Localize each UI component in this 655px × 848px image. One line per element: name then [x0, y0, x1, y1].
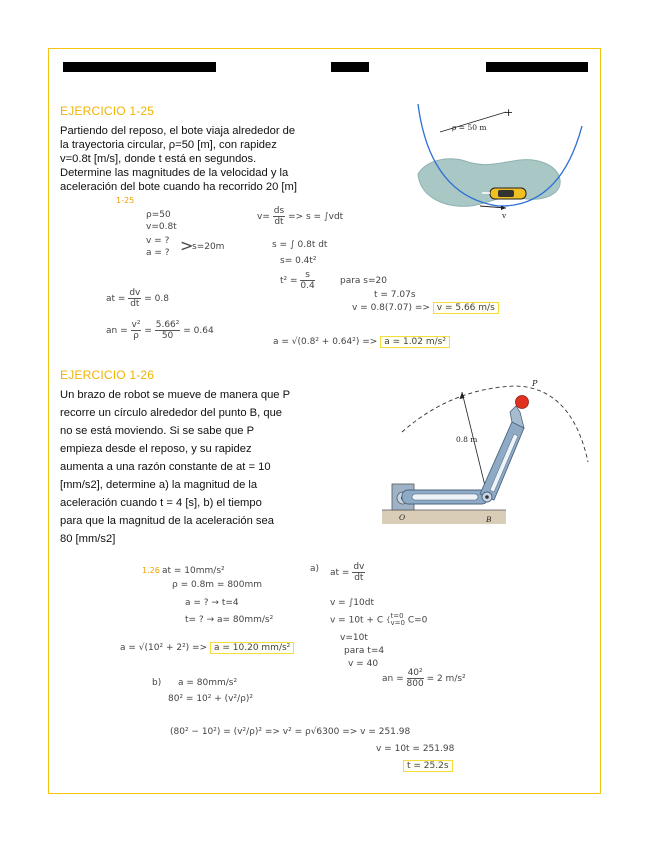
water-shape — [418, 159, 560, 206]
an-equation: an = $\frac{\text{v²}}{\rho}$ = $\frac{\text{5.66²}}{50}$ = 0.64 — [106, 320, 214, 341]
given-t-question: t= ? → a= 80mm/s² — [185, 615, 274, 625]
given-s: s=20m — [192, 242, 225, 252]
v-integral: v = ∫10dt — [330, 598, 374, 608]
brace-mark: > — [180, 236, 194, 255]
a-result-box: a = 1.02 m/s² — [380, 336, 450, 348]
t-value: t = 7.07s — [374, 290, 416, 300]
statement-line: Partiendo del reposo, el bote viaja alrededor de — [60, 125, 296, 137]
v-equation: v=10t — [340, 633, 368, 643]
statement-line: v=0.8t [m/s], donde t está en segundos. — [60, 153, 257, 165]
statement-line: 80 [mm/s2] — [60, 533, 116, 545]
lower-arm — [402, 490, 488, 504]
at-equation: at = $\frac{dv}{dt}$ = 0.8 — [106, 288, 169, 309]
b-label: B — [486, 515, 492, 524]
v-constant: v = 10t + C { t=0 v=0 C=0 — [330, 612, 428, 627]
given-a-unknown: a = ? — [146, 248, 170, 258]
v-result-box: v = 5.66 m/s — [433, 302, 499, 314]
part-a-label: a) — [310, 564, 320, 574]
solution-tag: 1.26 — [142, 566, 160, 575]
redaction-bar-right — [486, 62, 588, 72]
a-calc: a = √(10² + 2²) => a = 10.20 mm/s² — [120, 643, 294, 653]
boat-path-figure — [410, 96, 590, 222]
at-definition: at = $\frac{dv}{dt}$ — [330, 562, 365, 583]
rho-label: ρ = 50 m — [452, 123, 487, 132]
given-at: at = 10mm/s² — [162, 566, 225, 576]
para-s: para s=20 — [340, 276, 387, 286]
s-integral: s = ∫ 0.8t dt — [272, 240, 328, 250]
p-label: P — [532, 379, 538, 388]
t-result-box-wrap — [403, 761, 453, 771]
b-equation-3: v = 10t = 251.98 — [376, 744, 455, 754]
statement-line: aceleración cuando t = 4 [s], b) el tiempo — [60, 497, 262, 509]
plus-mark: + — [504, 106, 514, 119]
v-calc: v = 0.8(7.07) => v = 5.66 m/s — [352, 303, 499, 313]
b-given: a = 80mm/s² — [178, 678, 238, 688]
robot-arm-figure — [382, 376, 592, 532]
radius-label: 0.8 m — [456, 435, 478, 444]
o-label: O — [399, 513, 406, 522]
t-squared: t² = $\frac{s}{0.4}$ — [280, 270, 315, 291]
point-p — [516, 396, 529, 409]
given-rho: ρ = 0.8m = 800mm — [172, 580, 263, 590]
t-result-box: t = 25.2s — [403, 760, 453, 772]
given-a-question: a = ? → t=4 — [185, 598, 239, 608]
statement-line: aumenta a una razón constante de at = 10 — [60, 461, 271, 473]
statement-line: recorre un círculo alrededor del punto B, que — [60, 407, 283, 419]
given-v: v=0.8t — [146, 222, 177, 232]
statement-line: empieza desde el reposo, y su rapidez — [60, 443, 252, 455]
exercise-1-26-heading: EJERCICIO 1-26 — [60, 368, 155, 382]
a-calc: a = √(0.8² + 0.64²) => a = 1.02 m/s² — [273, 337, 450, 347]
given-rho: ρ=50 — [146, 210, 171, 220]
redaction-bar-left — [63, 62, 216, 72]
velocity-label: v — [502, 211, 507, 220]
statement-line: Un brazo de robot se mueve de manera que P — [60, 389, 291, 401]
s-result: s= 0.4t² — [280, 256, 317, 266]
statement-line: [mm/s2], determine a) la magnitud de la — [60, 479, 258, 491]
dashed-circle — [402, 386, 588, 462]
b-equation-1: 80² = 10² + (v²/ρ)² — [168, 694, 253, 704]
statement-line: Determine las magnitudes de la velocidad y la — [60, 167, 289, 179]
v-definition: v= $\frac{ds}{dt}$ => s = ∫vdt — [257, 206, 344, 227]
solution-tag: 1-25 — [116, 196, 135, 205]
para-t: para t=4 — [344, 646, 385, 656]
given-v-unknown: v = ? — [146, 236, 170, 246]
an-equation: an = $\frac{\text{40²}}{800}$ = 2 m/s² — [382, 668, 466, 689]
statement-line: aceleración del bote cuando ha recorrido 20 [m] — [60, 181, 297, 193]
redaction-bar-center — [331, 62, 369, 72]
a-result-box: a = 10.20 mm/s² — [210, 642, 294, 654]
v-40: v = 40 — [348, 659, 379, 669]
statement-line: no se está moviendo. Si se sabe que P — [60, 425, 255, 437]
b-equation-2: (80² − 10²) = (v²/ρ)² => v² = ρ√6300 => v = 251.98 — [170, 727, 411, 737]
statement-line: para que la magnitud de la aceleración sea — [60, 515, 274, 527]
exercise-1-25-heading: EJERCICIO 1-25 — [60, 104, 155, 118]
statement-line: la trayectoria circular, ρ=50 [m], con rapidez — [60, 139, 277, 151]
upper-arm — [480, 406, 524, 500]
part-b-label: b) — [152, 678, 162, 688]
